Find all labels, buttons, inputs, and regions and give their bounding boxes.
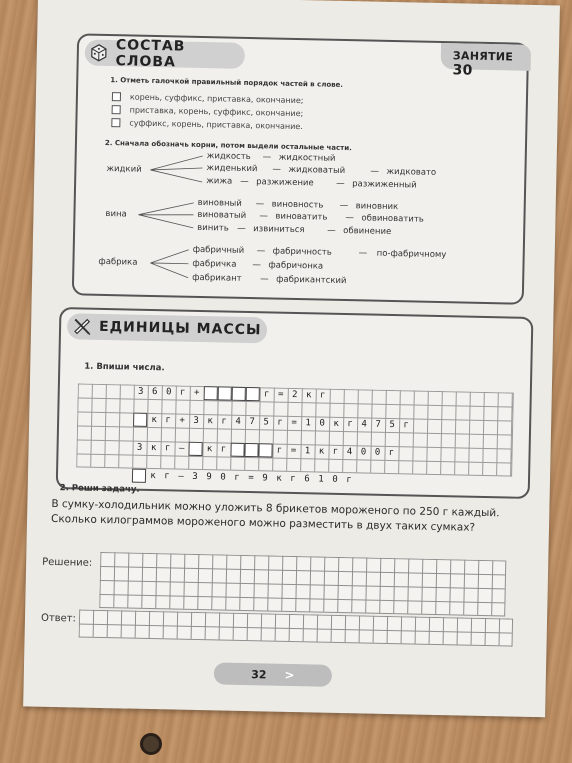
equation-char: к: [276, 473, 282, 484]
derived-word: жидковатый: [288, 164, 346, 177]
screw-head: [140, 733, 162, 755]
derived-word: виновник: [355, 201, 399, 213]
equation-char: г: [319, 390, 326, 401]
ruler-pencil-icon: [71, 315, 93, 337]
equation-char: =: [291, 417, 297, 429]
blank-answer-cell[interactable]: [133, 413, 147, 427]
lesson-number: 30: [452, 62, 473, 79]
root-word: жидкий: [106, 164, 142, 175]
blank-answer-cell[interactable]: [204, 386, 218, 400]
derived-word: фабрикант: [192, 272, 242, 284]
equation-char: г: [403, 420, 409, 431]
derived-word: извиниться: [253, 224, 305, 236]
derived-word: фабричонка: [268, 260, 324, 272]
equation-char: к: [305, 390, 312, 401]
equation-char: г: [347, 419, 353, 430]
equation-char: 7: [375, 419, 381, 430]
blank-answer-cell[interactable]: [188, 442, 202, 456]
derived-word: виноватый: [197, 209, 247, 221]
equation-char: 3: [192, 471, 198, 482]
equation-char: к: [207, 416, 213, 427]
derived-word: жидкостный: [278, 152, 336, 164]
task1-prompt: 1. Отметь галочкой правильный порядок частей в слове.: [110, 76, 344, 89]
equation-char: 7: [249, 417, 255, 428]
derived-word: виноватить: [275, 211, 328, 223]
equation-char: 5: [389, 419, 395, 431]
section-mass-units-header: [67, 313, 268, 343]
lesson-tab: [441, 43, 532, 79]
task2-prompt: 2. Сначала обозначь корни, потом выдели остальные части.: [104, 138, 352, 153]
equation-char: к: [151, 415, 157, 426]
lesson-label: ЗАНЯТИЕ: [452, 49, 514, 64]
equation-char: 5: [263, 417, 269, 428]
equation-char: 9: [206, 472, 212, 483]
equation-char: г: [277, 417, 283, 428]
option-checkbox-3[interactable]: [111, 118, 120, 127]
equation-char: 9: [262, 473, 268, 484]
option-checkbox-2[interactable]: [112, 105, 121, 114]
equation-char: к: [150, 442, 157, 454]
equation-char: 2: [291, 389, 298, 401]
equation-char: к: [150, 470, 156, 482]
derived-word: разжиженный: [352, 179, 417, 191]
equation-char: г: [165, 415, 171, 426]
equation-char: 4: [235, 416, 241, 427]
equation-char: к: [206, 444, 213, 455]
mass-task1-prompt: 1. Впиши числа.: [84, 361, 165, 374]
equation-char: 3: [136, 442, 143, 453]
equation-char: г: [220, 444, 227, 455]
blank-answer-cell[interactable]: [230, 443, 244, 457]
derived-word: обвиноватить: [361, 213, 424, 225]
dice-icon: [89, 42, 110, 64]
equation-char: 0: [332, 474, 338, 485]
equation-char: г: [388, 447, 395, 459]
equation-char: –: [178, 443, 185, 454]
equation-char: +: [179, 415, 185, 426]
equation-char: 0: [319, 418, 325, 429]
equation-char: г: [332, 446, 339, 457]
blank-answer-cell[interactable]: [132, 469, 146, 483]
problem-text: В сумку-холодильник можно уложить 8 брикетов мороженого по 250 г каждый. Сколько килограммов мороженого можно разместить в двух таких сумках?: [50, 497, 500, 534]
equation-char: 6: [304, 474, 310, 485]
equation-char: 3: [193, 415, 199, 426]
equation-char: 1: [304, 446, 311, 457]
equation-char: 0: [165, 387, 172, 398]
equation-char: =: [290, 445, 297, 457]
section-word-structure-header: [85, 37, 246, 71]
derived-word: винить: [197, 222, 229, 234]
derived-word: фабрикантский: [276, 274, 347, 287]
section-title: ЕДИНИЦЫ МАССЫ: [98, 318, 262, 339]
equation-char: 4: [361, 419, 367, 430]
derived-word: обвинение: [343, 225, 392, 237]
blank-answer-cell[interactable]: [244, 443, 258, 457]
derived-word: жиденький: [206, 163, 258, 175]
equation-char: г: [179, 387, 186, 398]
option-text-1: корень, суффикс, приставка, окончание;: [129, 92, 304, 106]
equation-char: +: [193, 387, 200, 399]
equation-char: г: [164, 471, 170, 482]
equation-char: г: [263, 389, 270, 400]
equation-char: г: [346, 475, 352, 486]
derived-word: разжижение: [256, 177, 314, 189]
derived-word: жидкость: [206, 151, 251, 163]
equation-char: =: [277, 389, 284, 400]
derived-word: по-фабричному: [376, 248, 447, 261]
option-text-3: суффикс, корень, приставка, окончание.: [129, 118, 303, 132]
equation-char: 6: [151, 387, 158, 398]
blank-answer-cell[interactable]: [218, 386, 232, 400]
equation-char: к: [318, 446, 325, 457]
equation-char: г: [290, 473, 296, 485]
workbook-page: ЗАНЯТИЕ 30 СОСТАВ СЛОВА 1. Отметь галочкой правильный порядок частей в слове. корень, суффикс, приставка, окончание; приставка, корень, суффикс, окончание; суффикс, корень, приставка, окончание. 2. Сначала обозначь корни, потом выдели остальные части. жидкий жидкость жидкостный жиденький жидковатый жидковато жижа разжижение разжиженный — — — — — вина виновный виновность виновник виноватый виноватить обвиноватить винить извиниться обвинение — — — — — — фабрика фабричный фабричность по-фабричному фабричка фабричонка фабрикант фабрикантский — — — — ЕДИНИЦЫ МАССЫ 1. Впиши числа. 3 6 0 г + г = 2 к г к г + 3 к г 4 7 5 г = 1 0 к г 4 7 5 г 3 к г – к г г = 1 к г 4 0 0 г к г – 3 9 0 г = 9 к г 6 1 0 г 2. Реши задачу. В сумку-холодильник можно уложить 8 брикетов мороженого по 250 г каждый. Сколько килограммов мороженого можно разместить в двух таких сумках? Решение: Ответ: 32 >: [23, 0, 560, 717]
derived-word: фабричность: [272, 246, 332, 258]
equation-char: =: [248, 473, 254, 484]
derived-word: жидковато: [386, 166, 437, 178]
equation-char: к: [333, 418, 339, 429]
derived-word: виновный: [197, 197, 242, 209]
derived-word: фабричка: [192, 258, 237, 270]
derived-word: жижа: [206, 176, 233, 187]
option-text-2: приставка, корень, суффикс, окончание;: [129, 105, 304, 119]
root-word: фабрика: [98, 256, 138, 268]
page-number: 32: [251, 667, 267, 681]
root-word: вина: [105, 208, 127, 220]
section-title: СОСТАВ СЛОВА: [115, 37, 186, 71]
equation-char: г: [234, 472, 240, 483]
option-checkbox-1[interactable]: [112, 92, 121, 101]
blank-answer-cell[interactable]: [232, 387, 246, 401]
mass-task2-prompt: 2. Реши задачу.: [59, 483, 140, 495]
equation-char: г: [276, 445, 283, 456]
equation-char: 1: [305, 418, 311, 429]
equation-char: 3: [137, 386, 144, 397]
equation-char: 0: [374, 447, 381, 458]
equation-char: 4: [346, 447, 353, 458]
blank-answer-cell[interactable]: [258, 443, 272, 457]
page-number-badge: [214, 662, 332, 686]
equation-char: г: [164, 443, 171, 454]
equation-char: 1: [318, 474, 324, 485]
next-arrow-icon: >: [284, 667, 295, 683]
equation-char: –: [178, 471, 184, 482]
blank-answer-cell[interactable]: [246, 387, 260, 401]
equation-char: 0: [360, 447, 367, 458]
derived-word: фабричный: [192, 244, 245, 256]
derived-word: виновность: [271, 199, 324, 211]
answer-label: Ответ:: [40, 612, 77, 625]
equation-char: 0: [220, 472, 226, 483]
solution-grid[interactable]: [99, 552, 506, 616]
solution-label: Решение:: [42, 556, 93, 569]
equation-char: г: [221, 416, 227, 427]
